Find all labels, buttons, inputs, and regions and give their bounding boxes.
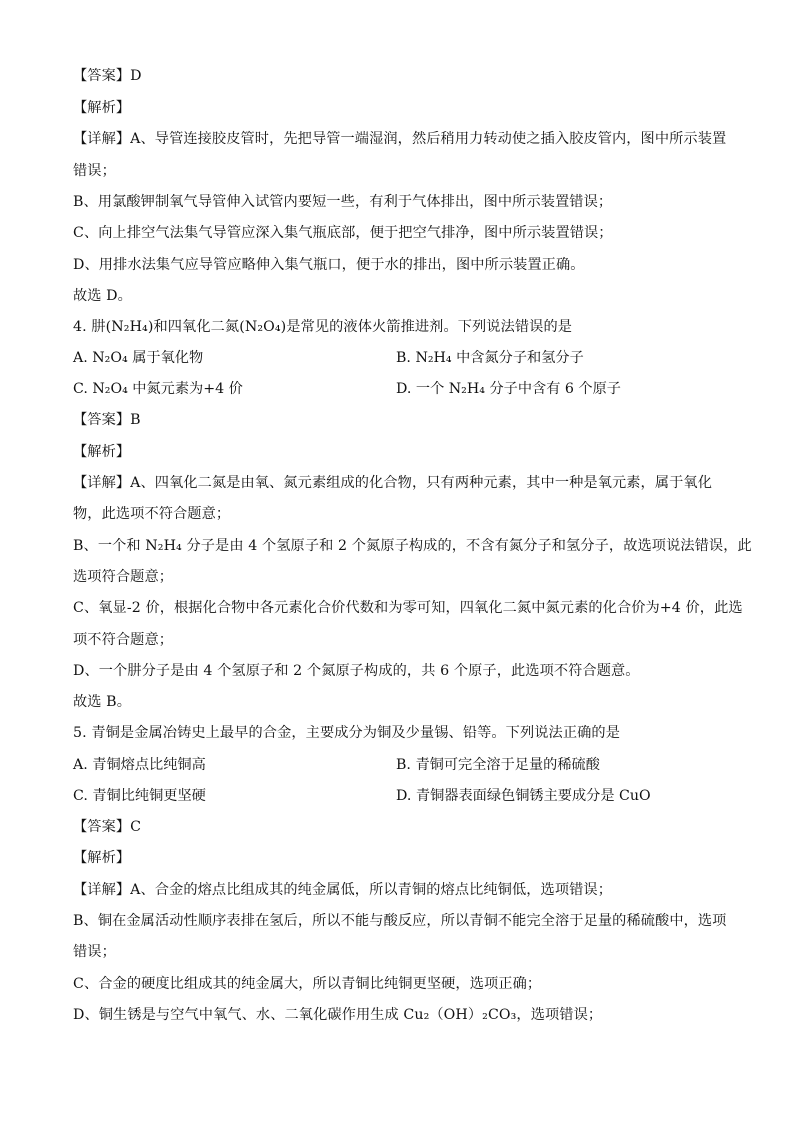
q5-stem: 5. 青铜是金属冶铸史上最早的合金，主要成分为铜及少量锡、铅等。下列说法正确的是	[73, 725, 620, 741]
q5-option-c: C. 青铜比纯铜更坚硬	[73, 788, 206, 804]
q4-detail-line: 【详解】A、四氧化二氮是由氧、氮元素组成的化合物，只有两种元素，其中一种是氧元素，属于氧化	[73, 475, 712, 491]
q4-analysis-label: 【解析】	[73, 444, 131, 460]
q3-analysis-label: 【解析】	[73, 100, 131, 116]
q4-detail-line: B、一个和 N₂H₄ 分子是由 4 个氢原子和 2 个氮原子构成的，不含有氮分子和氢分子，故选项说法错误，此	[73, 538, 752, 554]
q5-answer: 【答案】C	[73, 819, 142, 835]
q4-stem: 4. 肼(N₂H₄)和四氧化二氮(N₂O₄)是常见的液体火箭推进剂。下列说法错误的是	[73, 319, 573, 335]
q5-option-d: D. 青铜器表面绿色铜锈主要成分是 CuO	[396, 788, 651, 804]
q4-option-a: A. N₂O₄ 属于氧化物	[73, 350, 204, 366]
q4-detail-line: 故选 B。	[73, 694, 131, 710]
q4-detail-line: C、氧显-2 价，根据化合物中各元素化合价代数和为零可知，四氧化二氮中氮元素的化合价为+4 价，此选	[73, 600, 743, 616]
q4-option-c: C. N₂O₄ 中氮元素为+4 价	[73, 381, 243, 397]
q3-detail-line: 故选 D。	[73, 288, 132, 304]
q3-detail-line: D、用排水法集气应导管应略伸入集气瓶口，便于水的排出，图中所示装置正确。	[73, 257, 585, 273]
q3-answer: 【答案】D	[73, 68, 142, 84]
q4-option-b: B. N₂H₄ 中含氮分子和氢分子	[396, 350, 584, 366]
q4-answer: 【答案】B	[73, 412, 141, 428]
q5-detail-line: 错误；	[73, 944, 116, 960]
q5-detail-line: B、铜在金属活动性顺序表排在氢后，所以不能与酸反应，所以青铜不能完全溶于足量的稀硫酸中，选项	[73, 913, 727, 929]
q4-detail-line: 物，此选项不符合题意；	[73, 506, 231, 522]
q3-detail-line: C、向上排空气法集气导管应深入集气瓶底部，便于把空气排净，图中所示装置错误；	[73, 225, 613, 241]
q3-detail-line: B、用氯酸钾制氧气导管伸入试管内要短一些，有利于气体排出，图中所示装置错误；	[73, 194, 613, 210]
q4-detail-line: 项不符合题意；	[73, 632, 174, 648]
q4-detail-line: 选项符合题意；	[73, 569, 174, 585]
q5-analysis-label: 【解析】	[73, 850, 131, 866]
q5-option-b: B. 青铜可完全溶于足量的稀硫酸	[396, 757, 600, 773]
q5-detail-line: 【详解】A、合金的熔点比组成其的纯金属低，所以青铜的熔点比纯铜低，选项错误；	[73, 882, 612, 898]
q3-detail-line: 【详解】A、导管连接胶皮管时，先把导管一端湿润，然后稍用力转动使之插入胶皮管内，图中所示装置	[73, 131, 727, 147]
q4-option-d: D. 一个 N₂H₄ 分子中含有 6 个原子	[396, 381, 621, 397]
q5-detail-line: C、合金的硬度比组成其的纯金属大，所以青铜比纯铜更坚硬，选项正确；	[73, 976, 542, 992]
q3-detail-line: 错误；	[73, 163, 116, 179]
q5-detail-line: D、铜生锈是与空气中氧气、水、二氧化碳作用生成 Cu₂（OH）₂CO₃，选项错误；	[73, 1007, 603, 1023]
q5-option-a: A. 青铜熔点比纯铜高	[73, 757, 206, 773]
q4-detail-line: D、一个肼分子是由 4 个氢原子和 2 个氮原子构成的，共 6 个原子，此选项不符合题意。	[73, 663, 640, 679]
